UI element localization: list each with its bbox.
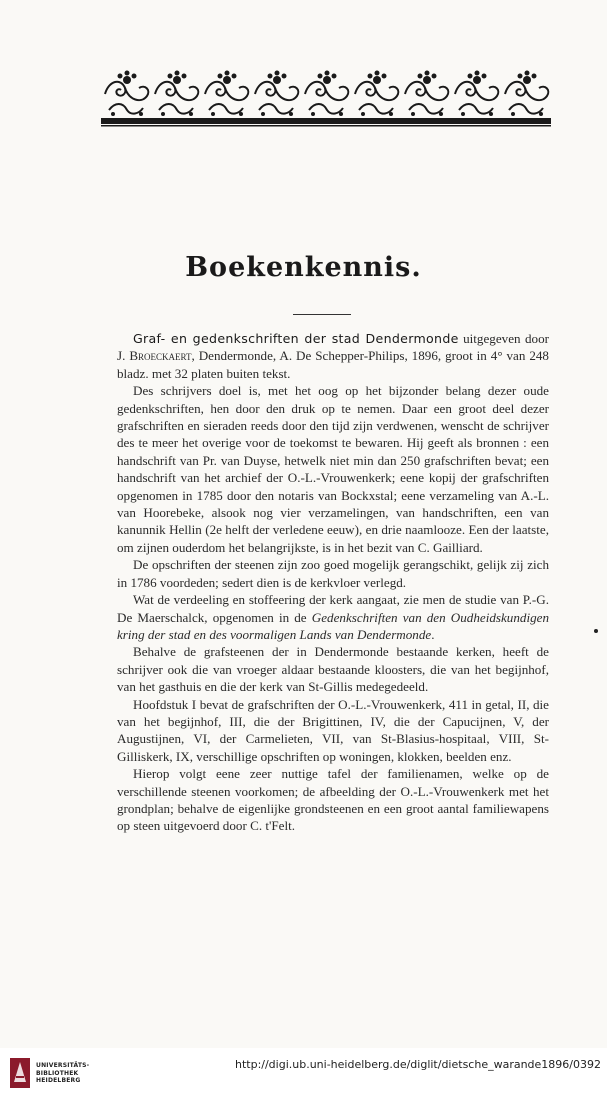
library-name-line-1: UNIVERSITÄTS- (36, 1062, 90, 1069)
book-title: Graf- en gedenkschriften der stad Dendermonde (133, 331, 459, 346)
floral-ornament-band (101, 70, 551, 128)
paragraph-3: De opschriften der steenen zijn zoo goed mogelijk gerangschikt, gelijk zij zich in 1786 voordeden; sedert dien is de kerkvloer verlegd. (117, 557, 549, 590)
paragraph-6: Hoofdstuk I bevat de grafschriften der O.-L.-Vrouwenkerk, 411 in getal, II, die van het begijnhof, III, die der Brigittinen, IV, die der Capucijnen, V, der Augustijnen, VI, der Carmelieten, VII, van St-Blasius-hospitaal, VIII, St-Gilliskerk, IX, verschillige opschriften op woningen, klokken, beelden enz. (117, 696, 549, 764)
library-name-line-2: BIBLIOTHEK (36, 1069, 79, 1077)
library-name-line-3: HEIDELBERG (36, 1077, 81, 1084)
footer-bar (0, 1048, 607, 1097)
page-title: Boekenkennis. (185, 252, 422, 283)
paragraph-1 (117, 330, 549, 382)
paragraph-7: Hierop volgt eene zeer nuttige tafel der familienamen, welke op de verschillende steenen voorkomen; de afbeelding der O.-L.-Vrouwenkerk met het grondplan; behalve de eigenlijke grondsteenen en een groot aantal familiewapens op steen uitgevoerd door C. t'Felt. (117, 766, 549, 834)
paragraph-2: Des schrijvers doel is, met het oog op het bijzonder belang dezer oude gedenkschriften, hen door den druk op te nemen. Daar een groot deel dezer grafschriften en sieraden reeds door den tijd zijn verdwenen, wenscht de schrijver des te meer het overige voor de toekomst te bewaren. Hij geeft als bronnen : een handschrift van Pr. van Duyse, hetwelk niet min dan 250 grafschriften bevat; een handschrift van het archief der O.-L.-Vrouwenkerk; eene kopij der grafschriften opgenomen in 1785 door den notaris van Bockxstal; eene verzameling van A.-L. van Hoorebeke, alsook nog vier verzamelingen, van handschriften, een van kanunnik Hellin (2e helft der verledene eeuw), en drie naamlooze. Een der laatste, om zijnen ouderdom het belangrijkste, is in het bezit van C. Gailliard. (117, 383, 549, 555)
paragraph-4 (117, 591, 549, 643)
paragraph-4-text-b: . (431, 626, 435, 642)
title-divider (293, 314, 351, 315)
article-body (117, 330, 549, 835)
author-name: Broeckaert (129, 348, 192, 364)
cited-work-title: Gedenkschriften van den Oudheidskundigen kring der stad en des voormaligen Lands van Dendermonde (117, 609, 549, 642)
university-library-logo-icon (10, 1058, 30, 1088)
paragraph-5: Behalve de grafsteenen der in Dendermonde bestaande kerken, heeft de schrijver ook die van vroeger aldaar bestaande kloosters, die van het begijnhof, van het gasthuis en die der kerk van St-Gillis medegedeeld. (117, 644, 549, 695)
paragraph-1-text-a: uitgegeven door J. (117, 331, 549, 364)
margin-mark (594, 629, 598, 633)
source-url-link[interactable]: http://digi.ub.uni-heidelberg.de/diglit/dietsche_warande1896/0392 (234, 1058, 601, 1071)
paragraph-1-text-b: , Dendermonde, A. De Schepper-Philips, 1896, groot in 4° van 248 bladz. met 32 platen buiten tekst. (117, 348, 549, 381)
library-name (36, 1062, 89, 1085)
paragraph-4-text-a: Wat de verdeeling en stoffeering der kerk aangaat, zie men de studie van P.-G. De Maerschalck, opgenomen in de (117, 592, 549, 625)
